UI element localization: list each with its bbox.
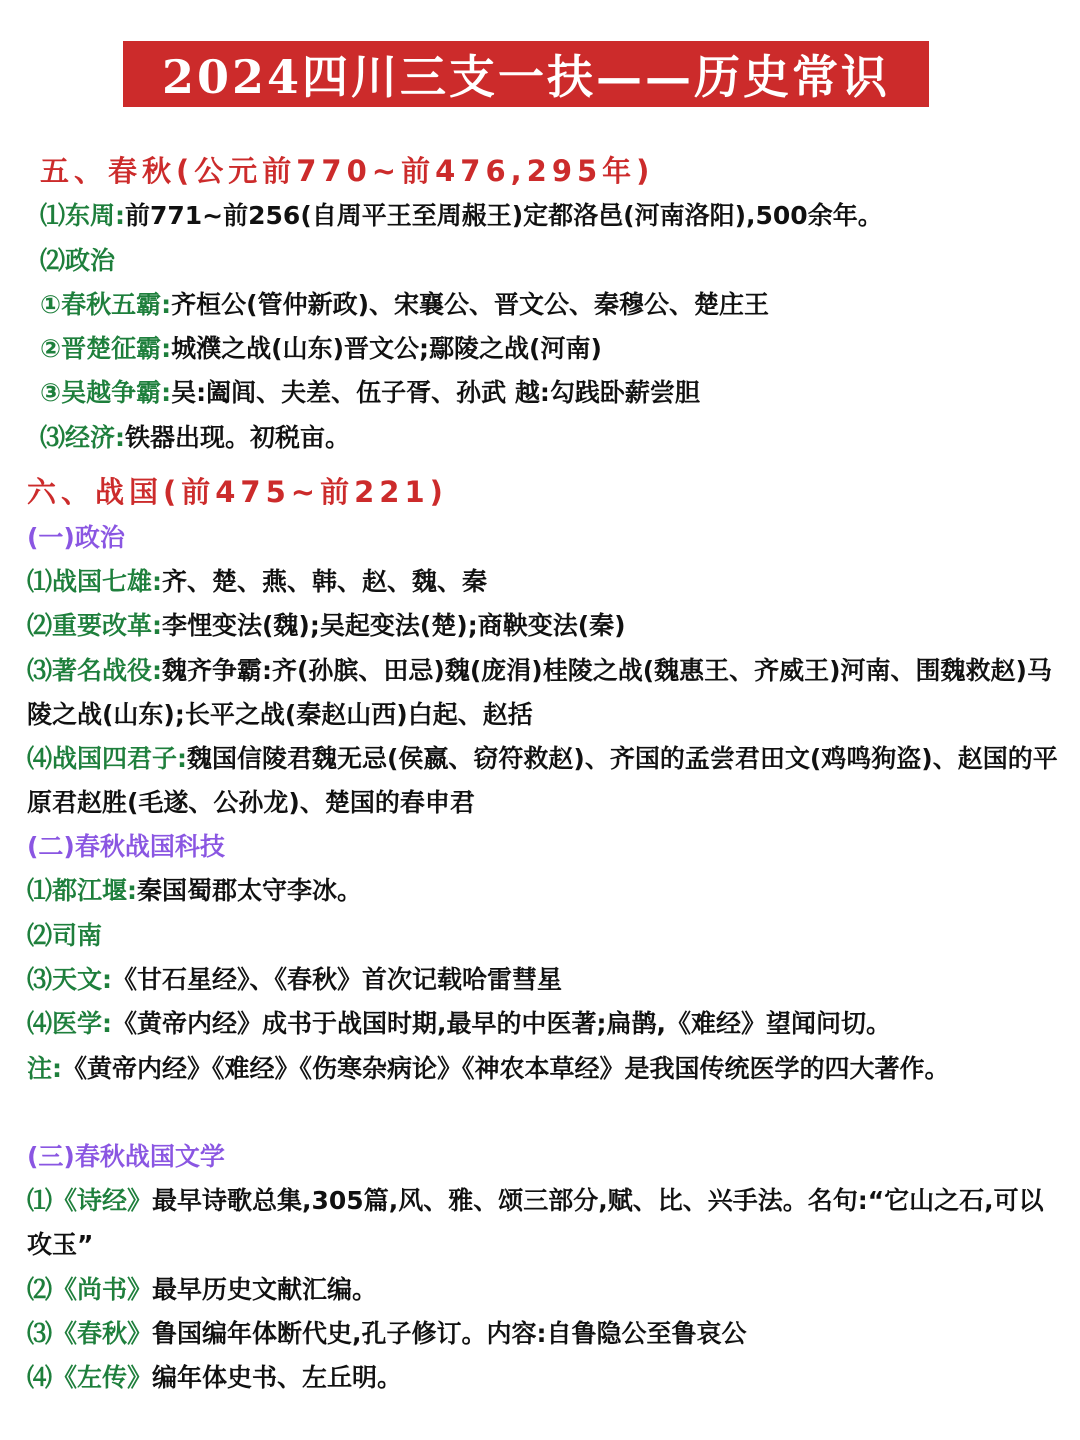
item-eastern-zhou [40, 198, 883, 234]
item-label: 注: [27, 1054, 62, 1083]
item-text: 齐、楚、燕、韩、赵、魏、秦 [162, 567, 488, 596]
item-dujiangyan [27, 873, 362, 909]
subheading-text: (二)春秋战国科技 [27, 832, 225, 861]
item-label: ①春秋五霸: [40, 290, 172, 319]
item-text: 《甘石星经》、《春秋》首次记载哈雷彗星 [112, 965, 563, 994]
item-politics [40, 243, 115, 279]
section-heading-chunqiu: 五、春秋(公元前770~前476,295年) [40, 154, 655, 188]
item-text: 《黄帝内经》成书于战国时期,最早的中医著;扁鹊,《难经》望闻问切。 [112, 1009, 891, 1038]
item-label: ⑴战国七雄: [27, 567, 162, 596]
item-text: 魏齐争霸:齐(孙膑、田忌)魏(庞涓)桂陵之战(魏惠王、齐威王)河南、围魏救赵)马陵之战(山东);长平之战(秦赵山西)白起、赵括 [27, 656, 1052, 729]
item-compass [27, 918, 102, 954]
item-text: 李悝变法(魏);吴起变法(楚);商鞅变法(秦) [162, 611, 626, 640]
item-text: 最早诗歌总集,305篇,风、雅、颂三部分,赋、比、兴手法。名句:“它山之石,可以攻玉” [27, 1186, 1044, 1259]
subheading-literature [27, 1139, 225, 1175]
item-zuozhuan [27, 1360, 402, 1396]
item-four-lords [27, 737, 1062, 825]
item-label: ⑵司南 [27, 921, 103, 950]
item-five-hegemons [40, 287, 769, 323]
item-label: ⑵《尚书》 [27, 1275, 153, 1304]
subheading-science [27, 829, 225, 865]
subheading-text: (三)春秋战国文学 [27, 1142, 225, 1171]
item-wu-yue [40, 375, 700, 411]
item-text: 吴:阖闾、夫差、伍子胥、孙武 越:勾践卧薪尝胆 [171, 378, 700, 407]
subheading-politics [27, 520, 125, 556]
item-label: ⑴《诗经》 [27, 1186, 153, 1215]
item-reforms [27, 608, 626, 644]
item-text: 鲁国编年体断代史,孔子修订。内容:自鲁隐公至鲁哀公 [152, 1319, 747, 1348]
item-battles [27, 649, 1062, 737]
item-text: 编年体史书、左丘明。 [152, 1363, 403, 1392]
item-shangshu [27, 1272, 377, 1308]
item-label: ②晋楚征霸: [40, 334, 172, 363]
item-economy [40, 420, 350, 456]
item-label: ⑶经济: [40, 423, 125, 452]
item-seven-states [27, 564, 487, 600]
item-label: ⑶著名战役: [27, 656, 162, 685]
item-chunqiu [27, 1316, 747, 1352]
item-label: ⑵重要改革: [27, 611, 162, 640]
item-text: 最早历史文献汇编。 [152, 1275, 378, 1304]
item-text: 前771~前256(自周平王至周赧王)定都洛邑(河南洛阳),500余年。 [125, 201, 883, 230]
item-label: ⑴都江堰: [27, 876, 137, 905]
item-jin-chu [40, 331, 602, 367]
subheading-text: (一)政治 [27, 523, 125, 552]
item-label: ⑷医学: [27, 1009, 112, 1038]
item-label: ⑷战国四君子: [27, 744, 187, 773]
title-banner [123, 41, 929, 107]
page-title: 2024四川三支一扶——历史常识 [161, 50, 891, 104]
item-text: 铁器出现。初税亩。 [125, 423, 351, 452]
item-medicine [27, 1006, 891, 1042]
item-label: ⑶《春秋》 [27, 1319, 153, 1348]
item-shijing [27, 1179, 1062, 1267]
item-label: ⑷《左传》 [27, 1363, 153, 1392]
item-text: 秦国蜀郡太守李冰。 [137, 876, 363, 905]
item-label: ③吴越争霸: [40, 378, 172, 407]
item-label: ⑵政治 [40, 246, 116, 275]
item-text: 城濮之战(山东)晋文公;鄢陵之战(河南) [171, 334, 602, 363]
item-astronomy [27, 962, 562, 998]
item-note [27, 1047, 1062, 1091]
item-label: ⑴东周: [40, 201, 125, 230]
item-text: 《黄帝内经》《难经》《伤寒杂病论》《神农本草经》是我国传统医学的四大著作。 [62, 1054, 950, 1083]
item-label: ⑶天文: [27, 965, 112, 994]
section-heading-zhanguo: 六、战国(前475~前221) [27, 475, 448, 509]
item-text: 魏国信陵君魏无忌(侯嬴、窃符救赵)、齐国的孟尝君田文(鸡鸣狗盗)、赵国的平原君赵胜(毛遂、公孙龙)、楚国的春申君 [27, 744, 1058, 817]
item-text: 齐桓公(管仲新政)、宋襄公、晋文公、秦穆公、楚庄王 [171, 290, 770, 319]
